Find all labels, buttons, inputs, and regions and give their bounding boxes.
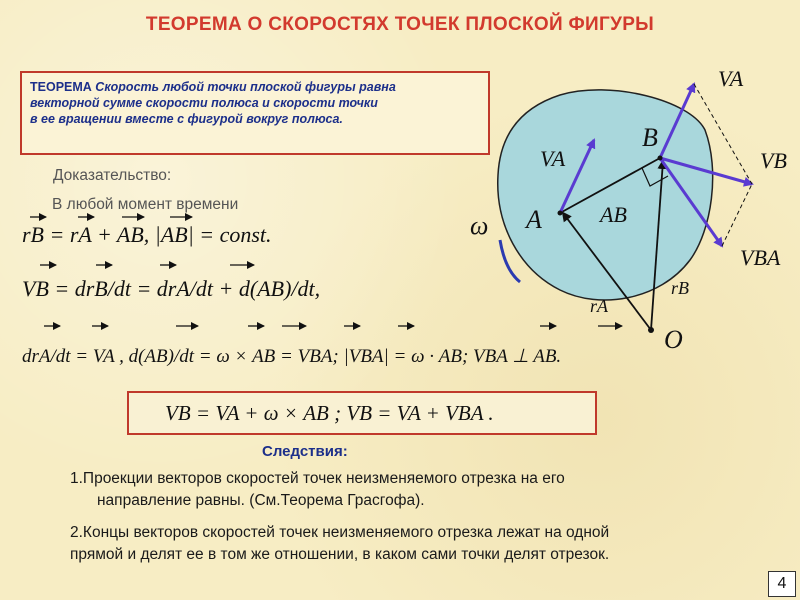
label-VA-left: VA xyxy=(540,146,566,171)
theorem-line-3: в ее вращении вместе с фигурой вокруг полюса. xyxy=(30,112,343,126)
formula-result: VB = VA + ω × AB ; VB = VA + VBA . xyxy=(165,401,494,425)
label-VB: VB xyxy=(760,148,787,173)
theorem-line-1: Скорость любой точки плоской фигуры равна xyxy=(95,80,396,94)
label-AB: AB xyxy=(600,202,627,227)
label-rB: rB xyxy=(671,278,689,298)
kinematics-diagram xyxy=(470,66,787,354)
dashed-line-2 xyxy=(722,184,752,246)
moment-label: В любой момент времени xyxy=(52,196,239,213)
label-VBA: VBA xyxy=(740,245,781,270)
label-O: O xyxy=(664,325,683,354)
slide-title: ТЕОРЕМА О СКОРОСТЯХ ТОЧЕК ПЛОСКОЙ ФИГУРЫ xyxy=(145,14,655,35)
theorem-head: ТЕОРЕМА xyxy=(30,80,92,94)
proof-label: Доказательство: xyxy=(53,167,172,184)
formula-line-3: drA/dt = VA , d(AB)/dt = ω × AB = VBA; |VBA| = ω · AB; VBA ⊥ AB. xyxy=(22,346,562,367)
label-omega: ω xyxy=(470,211,489,240)
formula-line-2: VB = drB/dt = drA/dt + d(AB)/dt, xyxy=(22,276,321,301)
consequence-2-line-1: 2.Концы векторов скоростей точек неизменяемого отрезка лежат на одной xyxy=(70,524,610,541)
consequence-2-line-2: прямой и делят ее в том же отношении, в каком сами точки делят отрезок. xyxy=(70,546,610,563)
point-O-dot xyxy=(648,327,654,333)
point-B-dot xyxy=(658,156,663,161)
consequences-title: Следствия: xyxy=(262,443,348,460)
point-A-dot xyxy=(558,211,563,216)
label-rA: rA xyxy=(590,296,608,316)
formula-line-1: rB = rA + AB, |AB| = const. xyxy=(22,222,272,247)
consequence-1-line-1: 1.Проекции векторов скоростей точек неизменяемого отрезка на его xyxy=(70,470,565,487)
label-B: B xyxy=(642,123,658,152)
consequence-1-line-2: направление равны. (См.Теорема Грасгофа). xyxy=(97,492,425,509)
theorem-line-2: векторной сумме скорости полюса и скорости точки xyxy=(30,96,378,110)
consequence-1 xyxy=(70,468,565,512)
page-number: 4 xyxy=(768,571,796,597)
consequence-2 xyxy=(70,522,609,566)
label-A: A xyxy=(526,205,542,234)
label-VA-top: VA xyxy=(718,66,744,91)
